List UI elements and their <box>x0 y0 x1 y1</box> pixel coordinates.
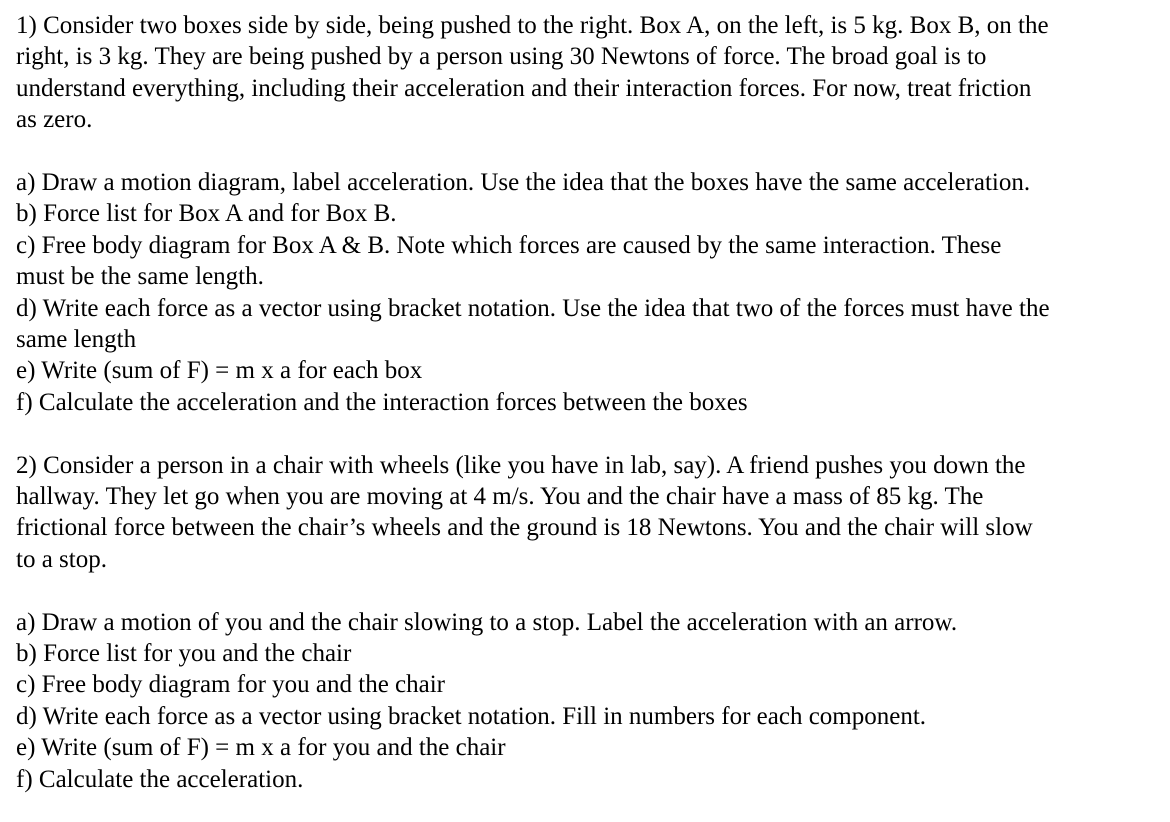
paragraph-spacer <box>16 136 1162 167</box>
problem-2-part-c: c) Free body diagram for you and the chair <box>16 671 446 699</box>
problem-1-intro-line: understand everything, including their acceleration and their interaction forces. For now, treat friction <box>16 74 1032 102</box>
problem-1-part-c-cont: must be the same length. <box>16 263 264 291</box>
problem-2-part-d: d) Write each force as a vector using bracket notation. Fill in numbers for each component. <box>16 702 927 730</box>
problem-2-parts <box>16 607 1162 795</box>
problem-1-intro <box>16 10 1162 136</box>
problem-2-intro-line: 2) Consider a person in a chair with wheels (like you have in lab, say). A friend pushes you down the <box>16 451 1026 479</box>
problem-2-intro-line: frictional force between the chair’s wheels and the ground is 18 Newtons. You and the chair will slow <box>16 514 1033 542</box>
problem-1-intro-line: 1) Consider two boxes side by side, being pushed to the right. Box A, on the left, is 5 kg. Box B, on the <box>16 12 1049 39</box>
problem-1-part-e: e) Write (sum of F) = m x a for each box <box>16 357 423 385</box>
problem-1-intro-line: right, is 3 kg. They are being pushed by a person using 30 Newtons of force. The broad goal is to <box>16 43 987 71</box>
problem-1-part-c: c) Free body diagram for Box A & B. Note which forces are caused by the same interaction. These <box>16 231 1002 259</box>
problem-1-parts <box>16 167 1162 418</box>
problem-2-part-f: f) Calculate the acceleration. <box>16 765 304 793</box>
problem-1-part-f: f) Calculate the acceleration and the interaction forces between the boxes <box>16 388 748 416</box>
problem-2-part-a: a) Draw a motion of you and the chair slowing to a stop. Label the acceleration with an arrow. <box>16 608 958 636</box>
problem-1-part-d-cont: same length <box>16 326 137 354</box>
problem-2-intro-line: to a stop. <box>16 545 107 573</box>
problem-2-intro-line: hallway. They let go when you are moving at 4 m/s. You and the chair have a mass of 85 kg. The <box>16 483 984 511</box>
paragraph-spacer <box>16 575 1162 606</box>
document-body <box>16 10 1162 795</box>
problem-2-intro <box>16 450 1162 576</box>
problem-1-part-b: b) Force list for Box A and for Box B. <box>16 200 397 228</box>
problem-2-part-b: b) Force list for you and the chair <box>16 640 352 668</box>
problem-2-part-e: e) Write (sum of F) = m x a for you and the chair <box>16 734 506 762</box>
problem-1-part-d: d) Write each force as a vector using bracket notation. Use the idea that two of the forces must have the <box>16 294 1050 322</box>
problem-1-intro-line: as zero. <box>16 106 93 134</box>
problem-1-part-a: a) Draw a motion diagram, label acceleration. Use the idea that the boxes have the same acceleration. <box>16 169 1031 197</box>
paragraph-spacer <box>16 418 1162 449</box>
